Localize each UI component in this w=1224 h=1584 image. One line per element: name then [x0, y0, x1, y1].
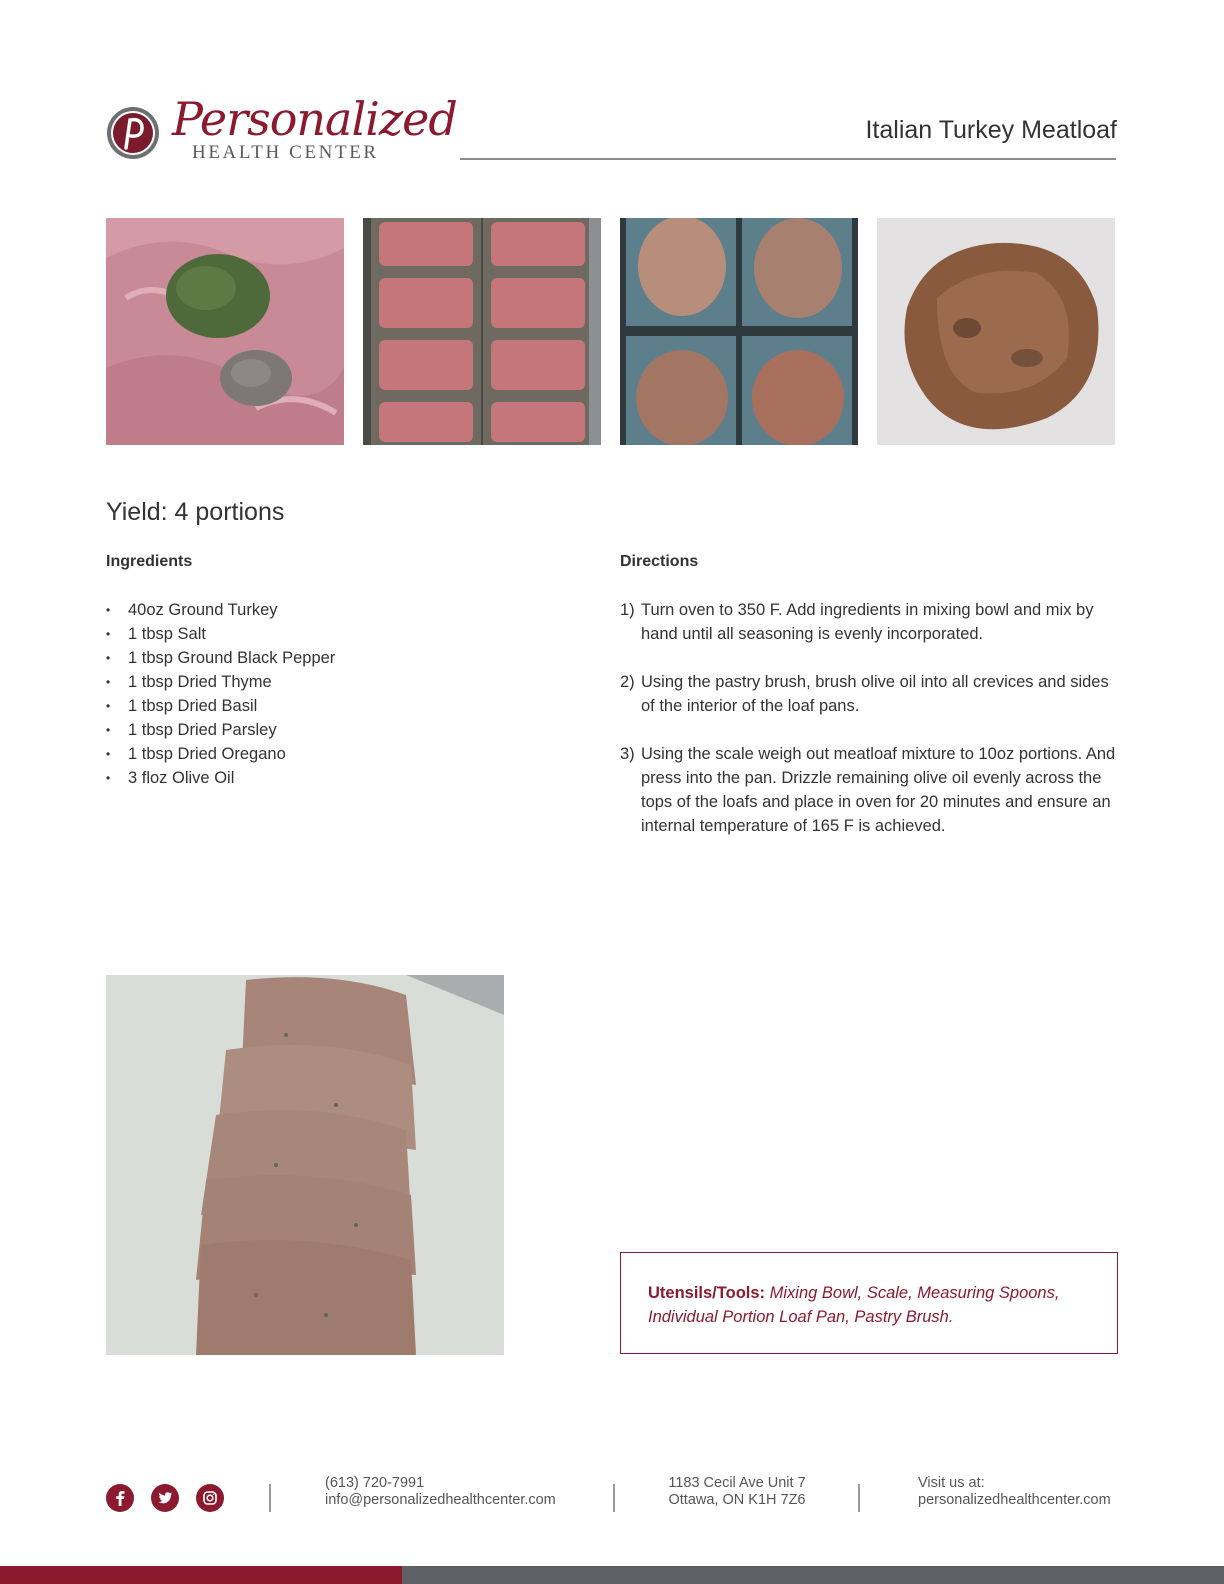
list-item: • 40oz Ground Turkey	[106, 601, 278, 619]
directions-heading: Directions	[620, 553, 699, 570]
instagram-icon[interactable]	[196, 1484, 224, 1512]
brand-subtitle: HEALTH CENTER	[192, 142, 379, 163]
sliced-meatloaf-photo	[106, 975, 504, 1355]
phone-number: (613) 720-7991	[325, 1475, 425, 1491]
utensils-box	[620, 1252, 1118, 1354]
raw-loaves-in-pans-photo	[363, 218, 601, 445]
website-link[interactable]: personalizedhealthcenter.com	[918, 1492, 1111, 1508]
contact-block	[325, 1475, 556, 1509]
brand-name: Personalized	[172, 92, 457, 146]
address-block	[668, 1475, 806, 1509]
seasoned-ground-turkey-photo	[106, 218, 344, 445]
twitter-icon[interactable]	[151, 1484, 179, 1512]
utensils-value: Mixing Bowl, Scale, Measuring Spoons, Individual Portion Loaf Pan, Pastry Brush.	[648, 1284, 1060, 1326]
footer-bar-accent	[0, 1566, 402, 1584]
direction-step: 3) Using the scale weigh out meatloaf mixture to 10oz portions. And press into the pan. Drizzle remaining olive oil evenly across the tops of the loafs and place in oven for 20 minutes and ensure an internal temperature of 165 F is achieved.	[620, 745, 1116, 835]
brand-logo-mark	[106, 106, 160, 160]
list-item: • 1 tbsp Dried Basil	[106, 697, 258, 715]
title-divider	[460, 158, 1116, 160]
list-item: • 3 floz Olive Oil	[106, 769, 235, 787]
list-item: • 1 tbsp Ground Black Pepper	[106, 649, 336, 667]
footer-divider	[613, 1484, 615, 1512]
footer-bar	[402, 1566, 1224, 1584]
ingredients-list	[106, 598, 335, 790]
visit-label: Visit us at:	[918, 1475, 985, 1491]
yield-text: Yield: 4 portions	[106, 498, 285, 526]
list-item: • 1 tbsp Dried Parsley	[106, 721, 277, 739]
ingredients-heading: Ingredients	[106, 553, 193, 570]
direction-step: 1) Turn oven to 350 F. Add ingredients in mixing bowl and mix by hand until all seasoning is evenly incorporated.	[620, 601, 1094, 643]
facebook-icon[interactable]	[106, 1484, 134, 1512]
directions-list	[620, 598, 1120, 862]
footer-divider	[858, 1484, 860, 1512]
footer-divider	[269, 1484, 271, 1512]
direction-step: 2) Using the pastry brush, brush olive oil into all crevices and sides of the interior of the loaf pans.	[620, 673, 1109, 715]
address-line-2: Ottawa, ON K1H 7Z6	[668, 1492, 806, 1508]
list-item: • 1 tbsp Dried Thyme	[106, 673, 272, 691]
page-title: Italian Turkey Meatloaf	[865, 116, 1117, 144]
utensils-label: Utensils/Tools:	[648, 1284, 766, 1302]
list-item: • 1 tbsp Dried Oregano	[106, 745, 286, 763]
email-address: info@personalizedhealthcenter.com	[325, 1492, 556, 1508]
baked-loaves-in-pans-photo	[620, 218, 858, 445]
address-line-1: 1183 Cecil Ave Unit 7	[668, 1475, 806, 1491]
website-block	[918, 1475, 1111, 1509]
finished-meatloaf-photo	[877, 218, 1115, 445]
list-item: • 1 tbsp Salt	[106, 625, 206, 643]
